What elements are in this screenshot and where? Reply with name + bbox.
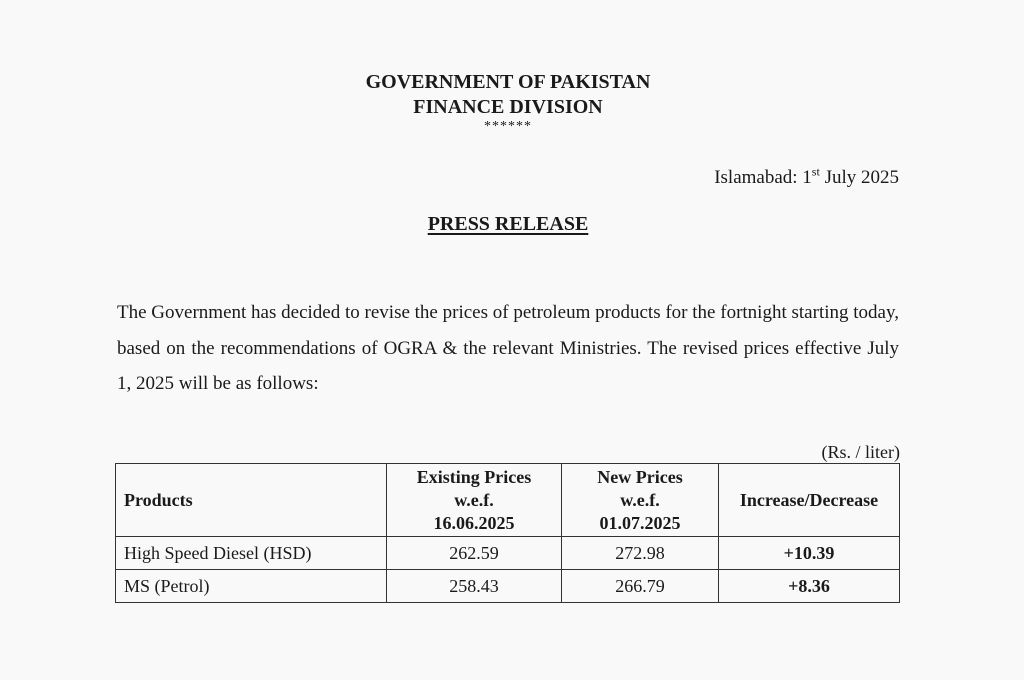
header-existing-line2: w.e.f. [454, 489, 494, 510]
dateline [714, 164, 899, 189]
letterhead [0, 70, 1016, 134]
header-new-line2: w.e.f. [620, 489, 660, 510]
table-row [116, 570, 900, 603]
header-new-line3: 01.07.2025 [599, 512, 681, 533]
unit-label: (Rs. / liter) [821, 442, 900, 462]
body-paragraph: The Government has decided to revise the prices of petroleum products for the fortnight starting today, based on the recommendations of OGRA & the relevant Ministries. The revised prices effective July 1, 2025 will be as follows: [117, 302, 899, 394]
header-existing-prices [387, 464, 562, 537]
government-heading: GOVERNMENT OF PAKISTAN [365, 71, 651, 93]
change-cell: +8.36 [719, 570, 900, 603]
product-cell: High Speed Diesel (HSD) [116, 537, 387, 570]
press-release-title-wrap [0, 213, 1016, 236]
separator-stars: ****** [484, 119, 532, 134]
header-increase-decrease: Increase/Decrease [719, 464, 900, 537]
header-new-line1: New Prices [597, 466, 683, 487]
dateline-prefix: Islamabad: 1 [714, 167, 812, 188]
header-new-prices [562, 464, 719, 537]
product-cell: MS (Petrol) [116, 570, 387, 603]
dateline-suffix: July 2025 [819, 167, 899, 188]
table-row [116, 537, 900, 570]
existing-price-cell: 258.43 [387, 570, 562, 603]
press-release-title: PRESS RELEASE [427, 213, 589, 235]
new-price-cell: 266.79 [562, 570, 719, 603]
dateline-ordinal: st [811, 164, 820, 179]
price-table [115, 463, 900, 603]
division-heading: FINANCE DIVISION [413, 96, 603, 118]
table-header-row [116, 464, 900, 537]
header-existing-line1: Existing Prices [416, 466, 532, 487]
change-cell: +10.39 [719, 537, 900, 570]
header-existing-line3: 16.06.2025 [433, 512, 515, 533]
header-products: Products [116, 464, 387, 537]
existing-price-cell: 262.59 [387, 537, 562, 570]
new-price-cell: 272.98 [562, 537, 719, 570]
